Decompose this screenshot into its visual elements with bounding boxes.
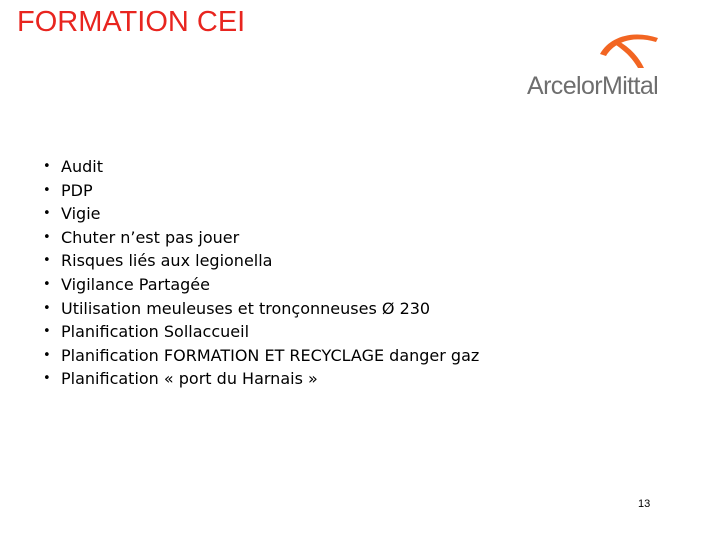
bullet-icon: •: [43, 159, 51, 174]
list-item-text: Risques liés aux legionella: [61, 251, 273, 271]
arcelormittal-swoosh-icon: [594, 30, 666, 70]
list-item-text: Planification « port du Harnais »: [61, 369, 318, 389]
list-item-text: Utilisation meuleuses et tronçonneuses Ø 230: [61, 298, 431, 318]
bullet-icon: •: [43, 253, 51, 269]
slide-title: FORMATION CEI: [17, 6, 246, 38]
arcelormittal-logo: [524, 30, 669, 106]
bullet-icon: •: [43, 206, 51, 222]
list-item-text: Chuter n’est pas jouer: [61, 227, 240, 247]
bullet-icon: •: [43, 371, 51, 387]
logo-wordmark: ArcelorMittal: [527, 72, 659, 100]
list-item-text: Planification Sollaccueil: [61, 322, 250, 342]
bullet-icon: •: [43, 300, 51, 316]
bullet-icon: •: [43, 182, 51, 198]
list-item-text: Planification FORMATION ET RECYCLAGE danger gaz: [61, 345, 480, 365]
list-item-text: Vigilance Partagée: [61, 274, 210, 294]
bullet-icon: •: [43, 276, 51, 292]
bullet-icon: •: [43, 324, 51, 340]
bullet-icon: •: [43, 347, 51, 363]
list-item-text: Vigie: [61, 204, 101, 224]
page-number: 13: [638, 498, 651, 510]
bullet-icon: •: [43, 229, 51, 245]
list-item-text: Audit: [61, 157, 103, 176]
list-item-text: PDP: [61, 180, 93, 200]
